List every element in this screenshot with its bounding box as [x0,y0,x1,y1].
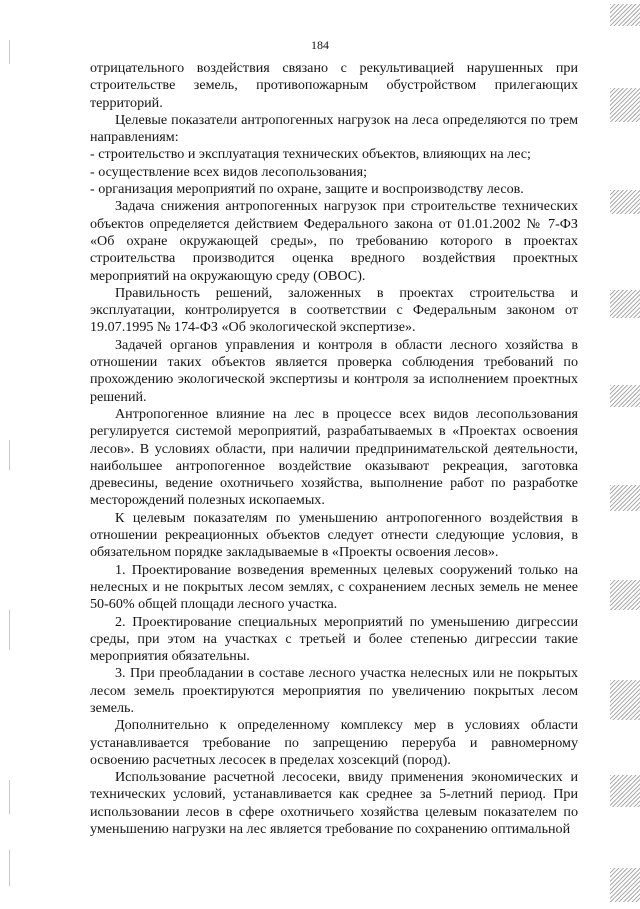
scan-edge-line [9,850,10,886]
paragraph-9: 2. Проектирование специальных мероприятий по уменьшению дигрессии среды, при этом на участках с третьей и более степенью дигрессии такие мероприятия обязательны. [90,613,578,665]
paragraph-1: отрицательного воздействия связано с рекультивацией нарушенных при строительстве земель, противопожарным обустройством прилегающих территорий. [90,60,578,111]
paragraph-10: 3. При преобладании в составе лесного участка нелесных или не покрытых лесом земель проектируются мероприятия по увеличению покрытых лесом земель. [90,665,578,716]
paragraph-3: Задача снижения антропогенных нагрузок при строительстве технических объектов определяется действием Федерального закона от 01.01.2002 № 7-ФЗ «Об охране окружающей среды», по требованию которого в проектах строительства производится оценка вредного воздействия проектных мероприятий на окружающую среду (ОВОС). [90,198,578,284]
scan-artifact [610,385,640,407]
scan-artifact [610,580,640,610]
page-body [90,60,578,838]
paragraph-8: 1. Проектирование возведения временных целевых сооружений только на нелесных и не покрытых лесом землях, с сохранением лесных земель не менее 50-60% общей площади лесного участка. [90,561,578,613]
page-number: 184 [311,38,329,52]
scan-artifact [610,680,640,720]
paragraph-2: Целевые показатели антропогенных нагрузок на леса определяются по трем направлениям: [90,111,578,146]
list-item-1: - строительство и эксплуатация технических объектов, влияющих на лес; [90,146,531,163]
scan-artifact [610,485,640,511]
list-item-2: - осуществление всех видов лесопользования; [90,163,368,180]
paragraph-6: Антропогенное влияние на лес в процессе всех видов лесопользования регулируется системой мероприятий, разрабатываемых в «Проектах освоения лесов». В условиях области, при наличии предпринимательской деятельности, наибольшее антропогенное воздействие оказывают рекреация, заготовка древесины, ведение охотничьего хозяйства, выполнение работ по разработке месторождений полезных ископаемых. [90,405,578,509]
scan-artifact [610,290,640,318]
scan-edge-line [9,780,10,814]
scan-artifact [610,868,640,902]
scan-artifact [610,4,640,26]
scan-artifact [610,88,640,122]
paragraph-4: Правильность решений, заложенных в проектах строительства и эксплуатации, контролируется в соответствии с Федеральным законом от 19.07.1995 № 174-ФЗ «Об экологической экспертизе». [90,284,578,336]
scan-edge-line [9,40,10,64]
paragraph-11: Дополнительно к определенному комплексу мер в условиях области устанавливается требование по запрещению переруба и равномерному освоению расчетных лесосек в пределах хозсекций (пород). [90,717,578,768]
paragraph-7: К целевым показателям по уменьшению антропогенного воздействия в отношении рекреационных объектов следует отнести следующие условия, в обязательном порядке закладываемые в «Проекты освоения лесов». [90,509,578,561]
paragraph-12: Использование расчетной лесосеки, ввиду применения экономических и технических условий, устанавливается как среднее за 5-летний период. При использовании лесов в сфере охотничьего хозяйства целевым показателем по уменьшению нагрузки на лес является требование по сохранению оптимальной [90,769,578,838]
scan-edge-line [9,440,10,470]
scan-artifact [610,775,640,807]
scan-edge-line [9,610,10,650]
scan-artifact [610,190,640,214]
list-item-3: - организация мероприятий по охране, защите и воспроизводству лесов. [90,181,524,198]
paragraph-5: Задачей органов управления и контроля в области лесного хозяйства в отношении таких объектов является проверка соблюдения требований по прохождению экологической экспертизы и контроля за исполнением проектных решений. [90,336,578,405]
